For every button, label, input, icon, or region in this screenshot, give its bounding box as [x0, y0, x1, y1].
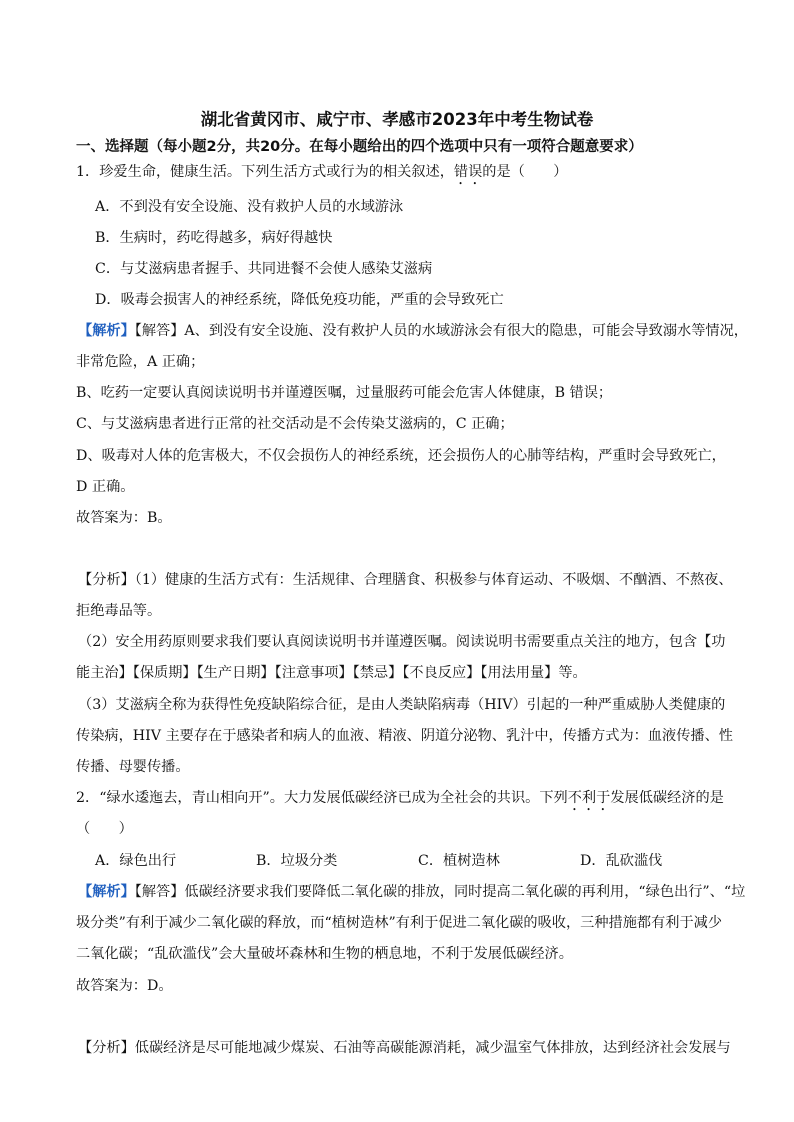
question-2-option-d: D．乱砍滥伐: [580, 853, 663, 869]
question-2-option-a: A．绿色出行: [95, 853, 177, 869]
question-1-stem-b: 的是（ ）: [482, 164, 568, 180]
question-2-option-b: B．垃圾分类: [256, 853, 338, 869]
commentary-text: 【分析】（1）健康的生活方式有：生活规律、合理膳食、积极参与体育运动、不吸烟、不酗酒、不熬夜、: [78, 572, 733, 588]
question-1-option-c: C．与艾滋病患者握手、共同进餐不会使人感染艾滋病: [95, 261, 433, 277]
analysis-text: 【解答】A、到没有安全设施、没有救护人员的水域游泳会有很大的隐患，可能会导致溺水等情况，: [134, 323, 748, 339]
question-2-stem: [76, 788, 724, 814]
commentary-text: 拒绝毒品等。: [76, 603, 162, 619]
analysis-text: 圾分类”有利于减少二氧化碳的释放，而“植树造林”有利于促进二氧化碳的吸收，三种措施都有利于减少: [76, 915, 723, 931]
commentary-text: 传染病，HIV 主要存在于感染者和病人的血液、精液、阴道分泌物、乳汁中，传播方式为：血液传播、性: [76, 728, 733, 744]
commentary-text: 传播、母婴传播。: [76, 759, 190, 775]
question-1-emphasis: 错误: [453, 164, 483, 180]
question-2-stem-a: 2．“绿水逶迤去，青山相向开”。大力发展低碳经济已成为全社会的共识。下列: [76, 790, 568, 806]
page-title: 湖北省黄冈市、咸宁市、孝感市2023年中考生物试卷: [200, 110, 594, 129]
analysis-text: 非常危险，A 正确；: [76, 354, 205, 370]
analysis-tag: 【解析】: [78, 884, 135, 900]
question-1-option-a: A．不到没有安全设施、没有救护人员的水域游泳: [95, 199, 404, 215]
analysis-text: B、吃药一定要认真阅读说明书并谨遵医嘱，过量服药可能会危害人体健康，B 错误；: [76, 385, 613, 401]
question-2-paren: （ ）: [76, 821, 133, 837]
question-2-analysis-line: [78, 882, 745, 902]
question-1-stem-a: 1．珍爱生命，健康生活。下列生活方式或行为的相关叙述，: [76, 164, 454, 180]
commentary-text: 【分析】低碳经济是尽可能地减少煤炭、石油等高碳能源消耗，减少温室气体排放，达到经济社会发展与: [78, 1040, 731, 1056]
analysis-text: D 正确。: [76, 479, 135, 495]
question-1-stem: [76, 162, 567, 188]
commentary-text: 能主治】【保质期】【生产日期】【注意事项】【禁忌】【不良反应】【用法用量】等。: [76, 665, 587, 681]
question-2-stem-b: 发展低碳经济的是: [610, 790, 724, 806]
analysis-text: 二氧化碳；“乱砍滥伐”会大量破坏森林和生物的栖息地，不利于发展低碳经济。: [76, 946, 573, 962]
answer-text: 故答案为：D。: [76, 978, 173, 994]
answer-text: 故答案为：B。: [76, 510, 172, 526]
analysis-text: C、与艾滋病患者进行正常的社交活动是不会传染艾滋病的，C 正确；: [76, 416, 514, 432]
question-1-option-b: B．生病时，药吃得越多，病好得越快: [95, 230, 333, 246]
section-heading: 一、选择题（每小题2分，共20分。在每小题给出的四个选项中只有一项符合题意要求）: [76, 139, 643, 155]
analysis-tag: 【解析】: [78, 323, 135, 339]
question-1-analysis-line: [78, 321, 748, 341]
analysis-text: 【解答】低碳经济要求我们要降低二氧化碳的排放，同时提高二氧化碳的再利用，“绿色出行”、“垃: [134, 884, 746, 900]
question-2-option-c: C．植树造林: [418, 853, 500, 869]
question-1-option-d: D．吸毒会损害人的神经系统，降低免疫功能，严重的会导致死亡: [95, 292, 504, 308]
commentary-text: （3）艾滋病全称为获得性免疫缺陷综合征，是由人类缺陷病毒（HIV）引起的一种严重威胁人类健康的: [78, 697, 726, 713]
question-2-emphasis: 不利于: [567, 790, 611, 806]
commentary-text: （2）安全用药原则要求我们要认真阅读说明书并谨遵医嘱。阅读说明书需要重点关注的地方，包含【功: [78, 634, 726, 650]
analysis-text: D、吸毒对人体的危害极大，不仅会损伤人的神经系统，还会损伤人的心肺等结构，严重时会导致死亡，: [76, 448, 726, 464]
